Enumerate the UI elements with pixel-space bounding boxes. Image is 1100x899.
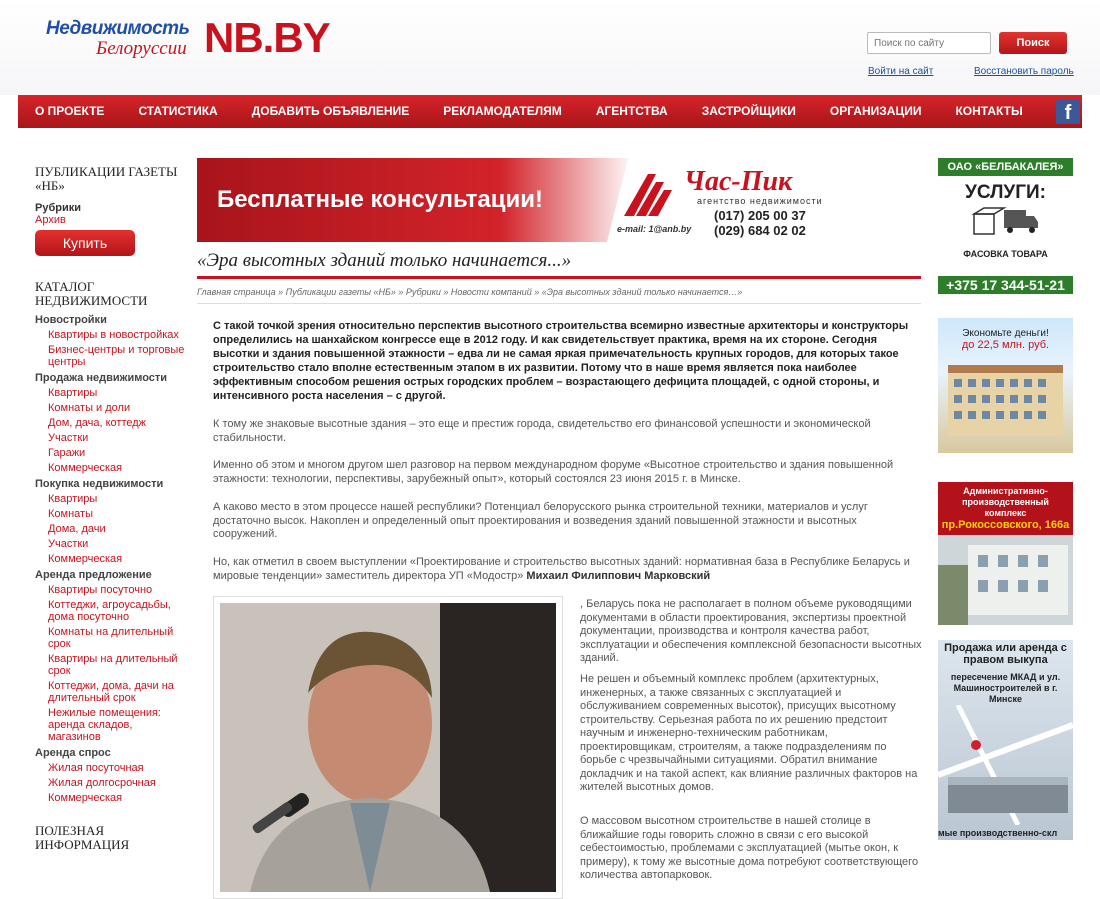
speaker-image-icon — [220, 603, 556, 892]
catalog-link[interactable]: Нежилые помещения: аренда складов, магазинов — [48, 707, 161, 743]
left-sidebar — [35, 165, 185, 852]
nav-about[interactable]: О ПРОЕКТЕ — [35, 104, 105, 118]
agency-logo-icon — [622, 168, 676, 218]
catalog-link[interactable]: Бизнес-центры и торговые центры — [48, 344, 185, 368]
banner-phone-2: (029) 684 02 02 — [714, 223, 806, 238]
article-title: «Эра высотных зданий только начинается...» — [197, 250, 921, 279]
banner-email: e-mail: 1@anb.by — [617, 224, 692, 234]
ad-save-money[interactable] — [938, 318, 1073, 453]
catalog-link[interactable]: Дом, дача, коттедж — [48, 417, 147, 429]
building-image-icon — [938, 351, 1073, 441]
catalog-section-title[interactable]: Аренда предложение — [35, 569, 152, 581]
login-link[interactable]: Войти на сайт — [868, 66, 934, 77]
ad2-amount: до 22,5 млн. руб. — [961, 339, 1050, 351]
nav-organizations[interactable]: ОРГАНИЗАЦИИ — [829, 104, 922, 118]
main-nav — [18, 95, 1082, 128]
catalog-link[interactable]: Дома, дачи — [48, 523, 106, 535]
catalog-link[interactable]: Квартиры — [48, 387, 98, 399]
speaker-name: Михаил Филиппович Марковский — [526, 569, 711, 582]
article-paragraph-5: , Беларусь пока не располагает в полном объеме руководящими документами в области проектирования, экспертизы проектной документации, производства и контроля качества работ, эксплуатации и обеспечения комплексной безопасности высотных зданий. — [580, 598, 922, 664]
ad-sale-rent[interactable] — [938, 640, 1073, 840]
article-photo — [213, 596, 563, 899]
publications-heading: ПУБЛИКАЦИИ ГАЗЕТЫ «НБ» — [35, 164, 178, 193]
truck-box-icon — [938, 204, 1073, 242]
ad3-address: пр.Рокоссовского, 166а — [941, 519, 1070, 531]
article-lead: С такой точкой зрения относительно перспектив высотного строительства всемирно известные архитекторы и конструкторы определились на шанхайском конгрессе еще в 2012 году. И как свидетельствует практика, время на их стороне. Сегодня высотки и здания повышенной этажности – едва ли не самая яркая примечательность крупных городов, для которых такое строительство стало вполне естественным этапом в их развитии. Потому что в наше время является пока наиболее эффективным способом решения острых городских проблем – возрастающего дефицита площадей, с одной стороны, и интенсивного роста населения – с другой. — [213, 320, 909, 402]
banner-subtitle: агентство недвижимости — [697, 196, 823, 206]
nav-add-listing[interactable]: ДОБАВИТЬ ОБЪЯВЛЕНИЕ — [251, 104, 410, 118]
article-paragraph-1: К тому же знаковые высотные здания – это еще и престиж города, свидетельство его финансовой успешности и экономической стабильности. — [213, 418, 871, 444]
ad3-title: Административно-производственный комплекс — [962, 486, 1049, 518]
speaker-photo — [220, 603, 556, 892]
nav-developers[interactable]: ЗАСТРОЙЩИКИ — [701, 104, 796, 118]
catalog-link[interactable]: Жилая посуточная — [48, 762, 144, 774]
catalog-link[interactable]: Комнаты — [48, 508, 93, 520]
article-paragraph-7: О массовом высотном строительстве в нашей столице в ближайшие годы говорить сложно в связи с его высокой себестоимостью, проблемами с эксплуатацией (мытье окон, к примеру), к тому же высотные дома потребуют соответствующего количества автопарковок. — [580, 815, 919, 881]
catalog-section-title[interactable]: Аренда спрос — [35, 747, 111, 759]
map-image-icon — [938, 705, 1073, 825]
catalog-link[interactable]: Коммерческая — [48, 553, 123, 565]
catalog-list — [35, 314, 185, 804]
logo-brand: NB.BY — [204, 14, 330, 61]
rubrics-link[interactable]: Рубрики — [35, 202, 81, 214]
restore-password-link[interactable]: Восстановить пароль — [974, 66, 1074, 77]
ad1-phone: +375 17 344-51-21 — [938, 276, 1073, 294]
catalog-section-title[interactable]: Продажа недвижимости — [35, 372, 168, 384]
catalog-link[interactable]: Комнаты на длительный срок — [48, 626, 174, 650]
catalog-link[interactable]: Гаражи — [48, 447, 86, 459]
ad3-header — [938, 482, 1073, 535]
catalog-link[interactable]: Участки — [48, 432, 89, 444]
site-logo[interactable] — [46, 14, 356, 64]
ad2-text: Экономьте деньги! — [962, 328, 1049, 339]
buy-button[interactable]: Купить — [35, 230, 135, 256]
archive-link[interactable]: Архив — [35, 214, 66, 226]
ad4-title: Продажа или аренда с правом выкупа — [944, 642, 1067, 666]
catalog-link[interactable]: Квартиры на длительный срок — [48, 653, 178, 677]
ad-belbakaleya[interactable] — [938, 158, 1073, 293]
info-heading: ПОЛЕЗНАЯ ИНФОРМАЦИЯ — [35, 823, 130, 852]
nav-advertisers[interactable]: РЕКЛАМОДАТЕЛЯМ — [443, 104, 562, 118]
catalog-link[interactable]: Участки — [48, 538, 89, 550]
complex-image-icon — [938, 535, 1073, 625]
catalog-link[interactable]: Коммерческая — [48, 792, 123, 804]
catalog-link[interactable]: Жилая долгосрочная — [48, 777, 156, 789]
article-paragraph-4 — [213, 556, 919, 583]
catalog-link[interactable]: Коттеджи, дома, дачи на длительный срок — [48, 680, 174, 704]
banner-text: Бесплатные консультации! — [217, 186, 543, 213]
banner-phone-1: (017) 205 00 37 — [714, 208, 806, 223]
catalog-link[interactable]: Комнаты и доли — [48, 402, 131, 414]
paragraph-4-text: Но, как отметил в своем выступлении «Проектирование и строительство высотных зданий: нормативная база в Республике Беларусь и мировые тенденции» заместитель директора УП «Модостр» — [213, 556, 910, 582]
article-paragraph-3: А каково место в этом процессе нашей республики? Потенциал белорусского рынка строительной техники, материалов и услуг достаточно высок. Накоплен и определенный опыт проектирования и возведения зданий повышенной этажности и высотных сооружений. — [213, 501, 868, 540]
ad1-header: ОАО «БЕЛБАКАЛЕЯ» — [938, 158, 1073, 176]
logo-line2: Белоруссии — [96, 38, 187, 59]
banner-brand: Час-Пик — [684, 166, 793, 197]
site-header — [0, 0, 1100, 95]
nav-contacts[interactable]: КОНТАКТЫ — [955, 104, 1023, 118]
catalog-section-title[interactable]: Покупка недвижимости — [35, 478, 164, 490]
catalog-link[interactable]: Квартиры посуточно — [48, 584, 153, 596]
ad1-caption: ФАСОВКА ТОВАРА — [963, 249, 1048, 259]
catalog-link[interactable]: Квартиры в новостройках — [48, 329, 179, 341]
search-input[interactable] — [867, 32, 991, 54]
logo-line1: Недвижимость — [46, 18, 190, 39]
search-button[interactable]: Поиск — [999, 32, 1067, 54]
ad1-services: УСЛУГИ: — [965, 182, 1046, 203]
facebook-icon[interactable]: f — [1056, 100, 1080, 124]
ad4-footer: мые производственно-скл — [938, 828, 1058, 838]
catalog-heading: КАТАЛОГ НЕДВИЖИМОСТИ — [35, 279, 148, 308]
article-paragraph-6: Не решен и объемный комплекс проблем (архитектурных, инженерных, а также связанных с эксплуатацией и обслуживанием современных высоток), присущих высотному строительству. Серьезная работа по их решению предстоит научным и инженерно-техническим работникам, проектировщикам, строителям, а также подразделениям по борьбе с чрезвычайными ситуациями. Обратил внимание докладчик и на такой аспект, как влияние различных факторов на жителей высотных домов. — [580, 673, 918, 793]
nav-statistics[interactable]: СТАТИСТИКА — [138, 104, 218, 118]
catalog-link[interactable]: Квартиры — [48, 493, 98, 505]
breadcrumb[interactable]: Главная страница » Публикации газеты «НБ» » Рубрики » Новости компаний » «Эра высотных зданий только начинается…» — [197, 287, 921, 304]
article-paragraph-2: Именно об этом и многом другом шел разговор на первом международном форуме «Высотное строительство и здания повышенной этажности: технологии, перспективы, зарубежный опыт», который состоялся 23 июня 2015 г. в Минске. — [213, 459, 894, 485]
nav-agencies[interactable]: АГЕНТСТВА — [595, 104, 668, 118]
ad-admin-complex[interactable] — [938, 482, 1073, 615]
ad4-location: пересечение МКАД и ул. Машиностроителей в г. Минске — [950, 672, 1061, 704]
banner-ad[interactable] — [197, 158, 872, 242]
catalog-link[interactable]: Коммерческая — [48, 462, 123, 474]
catalog-link[interactable]: Коттеджи, агроусадьбы, дома посуточно — [48, 599, 171, 623]
catalog-section-title[interactable]: Новостройки — [35, 314, 107, 326]
